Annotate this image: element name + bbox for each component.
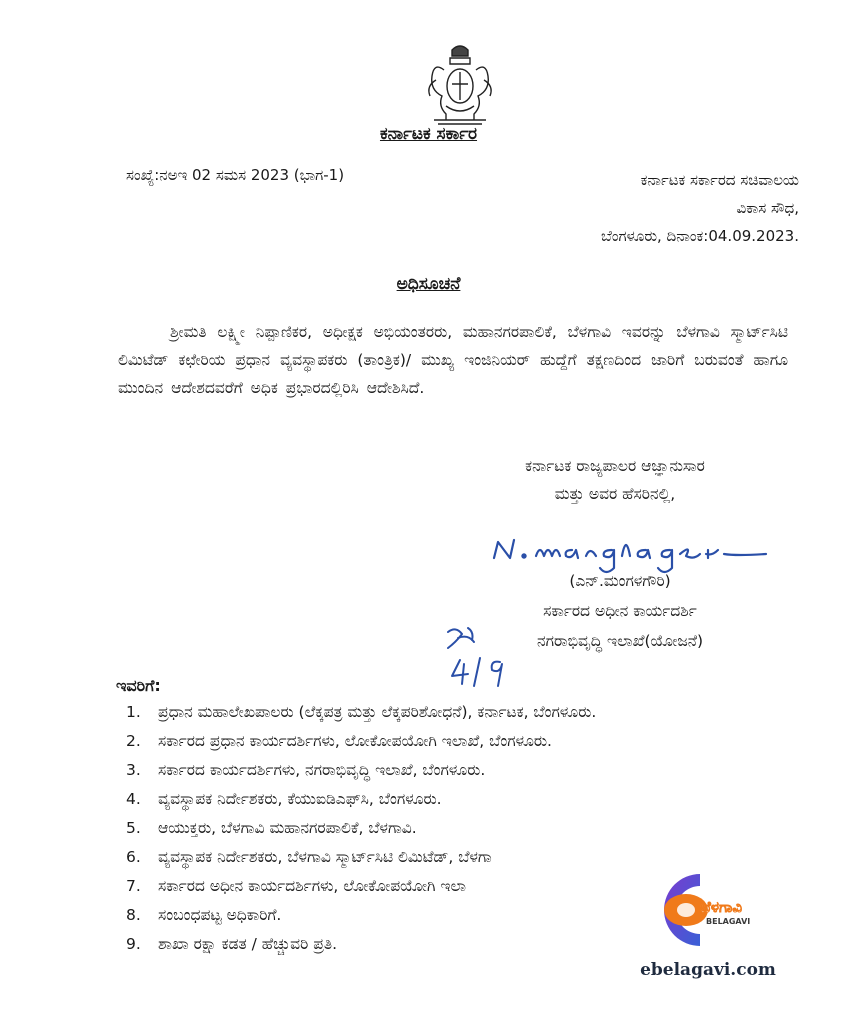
recipients-title: ಇವರಿಗೆ: bbox=[116, 676, 161, 695]
office-line: ಕರ್ನಾಟಕ ಸರ್ಕಾರದ ಸಚಿವಾಲಯ bbox=[640, 171, 799, 189]
recipient-text: ಸರ್ಕಾರದ ಕಾರ್ಯದರ್ಶಿಗಳು, ನಗರಾಭಿವೃದ್ಧಿ ಇಲಾಖೆ, ಬೆಂಗಳೂರು. bbox=[158, 761, 486, 779]
recipient-number: 7. bbox=[126, 877, 141, 895]
office-address bbox=[601, 166, 799, 250]
governor-order-line: ಕರ್ನಾಟಕ ರಾಜ್ಯಪಾಲರ ಆಜ್ಞಾನುಸಾರ bbox=[525, 457, 705, 475]
recipient-item bbox=[126, 756, 806, 785]
signatory-department: ನಗರಾಭಿವೃದ್ಧಿ ಇಲಾಖೆ(ಯೋಜನೆ) bbox=[536, 632, 704, 650]
recipient-item bbox=[126, 727, 806, 756]
governor-order bbox=[450, 452, 780, 508]
office-line: ವಿಕಾಸ ಸೌಧ, bbox=[736, 199, 799, 217]
office-date-line: ಬೆಂಗಳೂರು, ದಿನಾಂಕ:04.09.2023. bbox=[601, 227, 799, 245]
notification-body: ಶ್ರೀಮತಿ ಲಕ್ಷ್ಮೀ ನಿಪ್ಪಾಣಿಕರ, ಅಧೀಕ್ಷಕ ಅಭಿಯಂತರರು, ಮಹಾನಗರಪಾಲಿಕೆ, ಬೆಳಗಾವಿ ಇವರನ್ನು ಬೆಳಗಾವಿ ಸ್ಮಾರ್ಟ್‌ಸಿಟಿ ಲಿಮಿಟೆಡ್ ಕಛೇರಿಯ ಪ್ರಧಾನ ವ್ಯವಸ್ಥಾಪಕರು (ತಾಂತ್ರಿಕ)/ ಮುಖ್ಯ ಇಂಜಿನಿಯರ್ ಹುದ್ದೆಗೆ ತಕ್ಷಣದಿಂದ ಜಾರಿಗೆ ಬರುವಂತೆ ಹಾಗೂ ಮುಂದಿನ ಆದೇಶದವರೆಗೆ ಅಧಿಕ ಪ್ರಭಾರದಲ್ಲಿರಿಸಿ ಆದೇಶಿಸಿದೆ. bbox=[118, 323, 788, 397]
recipient-number: 5. bbox=[126, 819, 141, 837]
notification-title: ಅಧಿಸೂಚನೆ bbox=[396, 274, 461, 294]
recipient-number: 1. bbox=[126, 703, 141, 721]
government-title: ಕರ್ನಾಟಕ ಸರ್ಕಾರ bbox=[379, 124, 478, 144]
recipient-text: ಆಯುಕ್ತರು, ಬೆಳಗಾವಿ ಮಹಾನಗರಪಾಲಿಕೆ, ಬೆಳಗಾವಿ. bbox=[158, 819, 417, 837]
recipient-number: 3. bbox=[126, 761, 141, 779]
recipient-item bbox=[126, 814, 806, 843]
recipient-text: ಸಂಬಂಧಪಟ್ಟ ಅಧಿಕಾರಿಗೆ. bbox=[158, 906, 282, 924]
recipient-number: 2. bbox=[126, 732, 141, 750]
recipient-text: ಪ್ರಧಾನ ಮಹಾಲೇಖಪಾಲರು (ಲೆಕ್ಕಪತ್ರ ಮತ್ತು ಲೆಕ್ಕಪರಿಶೋಧನೆ), ಕರ್ನಾಟಕ, ಬೆಂಗಳೂರು. bbox=[158, 703, 597, 721]
recipient-number: 6. bbox=[126, 848, 141, 866]
ebelagavi-logo bbox=[650, 868, 760, 952]
recipient-item bbox=[126, 785, 806, 814]
handwritten-initials bbox=[438, 624, 524, 688]
recipient-text: ವ್ಯವಸ್ಥಾಪಕ ನಿರ್ದೇಶಕರು, ಕೆಯುಐಡಿಎಫ್‌ಸಿ, ಬೆಂಗಳೂರು. bbox=[158, 790, 442, 808]
governor-order-line: ಮತ್ತು ಅವರ ಹೆಸರಿನಲ್ಲಿ, bbox=[554, 485, 676, 503]
state-emblem bbox=[412, 40, 508, 130]
recipient-text: ಶಾಖಾ ರಕ್ಷಾ ಕಡತ / ಹೆಚ್ಚುವರಿ ಪ್ರತಿ. bbox=[158, 935, 337, 953]
recipient-number: 8. bbox=[126, 906, 141, 924]
watermark-caption: ebelagavi.com bbox=[640, 960, 776, 980]
recipient-number: 4. bbox=[126, 790, 141, 808]
recipient-text: ಸರ್ಕಾರದ ಪ್ರಧಾನ ಕಾರ್ಯದರ್ಶಿಗಳು, ಲೋಕೋಪಯೋಗಿ ಇಲಾಖೆ, ಬೆಂಗಳೂರು. bbox=[158, 732, 552, 750]
recipient-text: ಸರ್ಕಾರದ ಅಧೀನ ಕಾರ್ಯದರ್ಶಿಗಳು, ಲೋಕೋಪಯೋಗಿ ಇಲಾ bbox=[158, 877, 466, 895]
signatory-designation: ಸರ್ಕಾರದ ಅಧೀನ ಕಾರ್ಯದರ್ಶಿ bbox=[543, 602, 697, 620]
recipient-item bbox=[126, 698, 806, 727]
signatory-name: (ಎನ್.ಮಂಗಳಗೌರಿ) bbox=[569, 572, 671, 590]
recipient-text: ವ್ಯವಸ್ಥಾಪಕ ನಿರ್ದೇಶಕರು, ಬೆಳಗಾವಿ ಸ್ಮಾರ್ಟ್‌ಸಿಟಿ ಲಿಮಿಟೆಡ್, ಬೆಳಗಾ bbox=[158, 848, 492, 866]
logo-subtitle: BELAGAVI bbox=[706, 917, 751, 926]
recipient-number: 9. bbox=[126, 935, 141, 953]
reference-number: ಸಂಖ್ಯೆ:ನಅಇ 02 ಸಮಸ 2023 (ಭಾಗ-1) bbox=[126, 166, 345, 184]
logo-title: ಬೆಳಗಾವಿ bbox=[700, 898, 743, 916]
